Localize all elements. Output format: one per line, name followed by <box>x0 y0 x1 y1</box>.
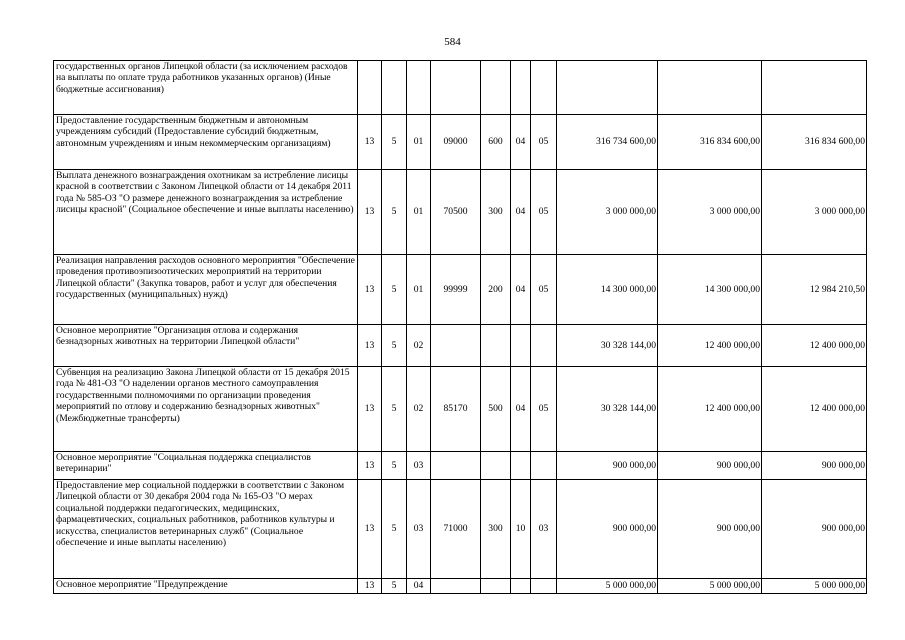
cell-expense-type: 500 <box>481 367 511 452</box>
cell-code-3: 01 <box>407 170 431 255</box>
row-description: Реализация направления расходов основного мероприятия "Обеспечение проведения противоэпизоотических мероприятий на территории Липецкой области" (Закупка товаров, работ и услуг для обеспечения государственных (муниципальных) нужд) <box>54 255 358 325</box>
cell-code-3 <box>407 61 431 115</box>
cell-code-1: 13 <box>358 170 382 255</box>
table-row <box>54 480 867 579</box>
cell-code-1: 13 <box>358 579 382 594</box>
cell-expense-type <box>481 452 511 480</box>
cell-expense-type: 300 <box>481 480 511 579</box>
cell-code-1: 13 <box>358 325 382 367</box>
cell-section: 04 <box>511 170 531 255</box>
cell-expense-type <box>481 61 511 115</box>
row-description: Основное мероприятие "Социальная поддержка специалистов ветеринарии" <box>54 452 358 480</box>
budget-table <box>53 60 867 594</box>
cell-expense-type <box>481 325 511 367</box>
cell-amount-1: 3 000 000,00 <box>557 170 658 255</box>
cell-section <box>511 61 531 115</box>
cell-code-3: 02 <box>407 367 431 452</box>
cell-subsection: 05 <box>531 115 557 170</box>
cell-subsection <box>531 325 557 367</box>
row-description: Выплата денежного вознаграждения охотникам за истребление лисицы красной в соответствии с Законом Липецкой области от 14 декабря 2011 года № 585-ОЗ "О размере денежного вознаграждения за истребление лисицы красной" (Социальное обеспечение и иные выплаты населению) <box>54 170 358 255</box>
cell-code-3: 04 <box>407 579 431 594</box>
cell-amount-1: 14 300 000,00 <box>557 255 658 325</box>
cell-section: 04 <box>511 115 531 170</box>
cell-amount-2: 3 000 000,00 <box>658 170 762 255</box>
cell-amount-3: 316 834 600,00 <box>762 115 867 170</box>
cell-code-2: 5 <box>382 170 407 255</box>
cell-amount-1: 30 328 144,00 <box>557 367 658 452</box>
cell-subsection: 05 <box>531 255 557 325</box>
cell-section <box>511 452 531 480</box>
cell-target-code: 09000 <box>431 115 481 170</box>
cell-target-code: 85170 <box>431 367 481 452</box>
cell-code-2 <box>382 61 407 115</box>
row-description: Субвенция на реализацию Закона Липецкой области от 15 декабря 2015 года № 481-ОЗ "О наделении органов местного самоуправления государственными полномочиями по организации проведения мероприятий по отлову и содержанию безнадзорных животных" (Межбюджетные трансферты) <box>54 367 358 452</box>
cell-expense-type <box>481 579 511 594</box>
table-row <box>54 579 867 594</box>
cell-code-2: 5 <box>382 325 407 367</box>
cell-amount-3: 12 984 210,50 <box>762 255 867 325</box>
cell-code-2: 5 <box>382 367 407 452</box>
cell-code-3: 03 <box>407 480 431 579</box>
cell-amount-2: 900 000,00 <box>658 452 762 480</box>
cell-amount-3: 12 400 000,00 <box>762 367 867 452</box>
cell-amount-2 <box>658 61 762 115</box>
cell-section <box>511 325 531 367</box>
table-row <box>54 255 867 325</box>
row-description: государственных органов Липецкой области (за исключением расходов на выплаты по оплате труда работников указанных органов) (Иные бюджетные ассигнования) <box>54 61 358 115</box>
cell-amount-2: 5 000 000,00 <box>658 579 762 594</box>
cell-code-1: 13 <box>358 480 382 579</box>
cell-amount-1: 316 734 600,00 <box>557 115 658 170</box>
cell-code-1: 13 <box>358 115 382 170</box>
table-row <box>54 367 867 452</box>
cell-code-3: 01 <box>407 115 431 170</box>
cell-target-code <box>431 452 481 480</box>
cell-amount-1: 30 328 144,00 <box>557 325 658 367</box>
cell-code-3: 01 <box>407 255 431 325</box>
cell-code-2: 5 <box>382 115 407 170</box>
cell-section: 10 <box>511 480 531 579</box>
cell-target-code: 71000 <box>431 480 481 579</box>
cell-target-code <box>431 325 481 367</box>
cell-code-1 <box>358 61 382 115</box>
cell-target-code <box>431 579 481 594</box>
cell-expense-type: 300 <box>481 170 511 255</box>
row-description: Основное мероприятие "Организация отлова и содержания безнадзорных животных на территории Липецкой области" <box>54 325 358 367</box>
cell-amount-3: 5 000 000,00 <box>762 579 867 594</box>
cell-amount-1: 5 000 000,00 <box>557 579 658 594</box>
cell-section: 04 <box>511 255 531 325</box>
row-description: Предоставление мер социальной поддержки в соответствии с Законом Липецкой области от 30 декабря 2004 года № 165-ОЗ "О мерах социальной поддержки педагогических, медицинских, фармацевтических, социальных работников, работников культуры и искусства, специалистов ветеринарных служб" (Социальное обеспечение и иные выплаты населению) <box>54 480 358 579</box>
row-description: Основное мероприятие "Предупреждение <box>54 579 358 594</box>
cell-subsection <box>531 61 557 115</box>
cell-expense-type: 600 <box>481 115 511 170</box>
cell-amount-3: 900 000,00 <box>762 480 867 579</box>
cell-subsection: 05 <box>531 170 557 255</box>
cell-subsection: 03 <box>531 480 557 579</box>
cell-code-1: 13 <box>358 255 382 325</box>
cell-amount-3 <box>762 61 867 115</box>
cell-target-code: 70500 <box>431 170 481 255</box>
cell-amount-3: 900 000,00 <box>762 452 867 480</box>
cell-code-3: 02 <box>407 325 431 367</box>
cell-code-1: 13 <box>358 367 382 452</box>
cell-code-2: 5 <box>382 579 407 594</box>
cell-subsection <box>531 452 557 480</box>
row-description: Предоставление государственным бюджетным и автономным учреждениям субсидий (Предоставление субсидий бюджетным, автономным учреждениям и иным некоммерческим организациям) <box>54 115 358 170</box>
table-row <box>54 61 867 115</box>
page-number: 584 <box>444 36 461 48</box>
cell-target-code: 99999 <box>431 255 481 325</box>
cell-code-1: 13 <box>358 452 382 480</box>
cell-code-2: 5 <box>382 452 407 480</box>
cell-amount-2: 316 834 600,00 <box>658 115 762 170</box>
cell-amount-2: 12 400 000,00 <box>658 367 762 452</box>
cell-amount-1: 900 000,00 <box>557 480 658 579</box>
cell-code-2: 5 <box>382 255 407 325</box>
cell-section <box>511 579 531 594</box>
cell-code-2: 5 <box>382 480 407 579</box>
cell-subsection <box>531 579 557 594</box>
table-row <box>54 170 867 255</box>
cell-amount-2: 12 400 000,00 <box>658 325 762 367</box>
cell-subsection: 05 <box>531 367 557 452</box>
cell-amount-1 <box>557 61 658 115</box>
cell-amount-3: 3 000 000,00 <box>762 170 867 255</box>
cell-target-code <box>431 61 481 115</box>
cell-code-3: 03 <box>407 452 431 480</box>
cell-amount-3: 12 400 000,00 <box>762 325 867 367</box>
table-row <box>54 452 867 480</box>
cell-amount-1: 900 000,00 <box>557 452 658 480</box>
table-row <box>54 325 867 367</box>
cell-amount-2: 14 300 000,00 <box>658 255 762 325</box>
table-row <box>54 115 867 170</box>
cell-amount-2: 900 000,00 <box>658 480 762 579</box>
cell-section: 04 <box>511 367 531 452</box>
cell-expense-type: 200 <box>481 255 511 325</box>
